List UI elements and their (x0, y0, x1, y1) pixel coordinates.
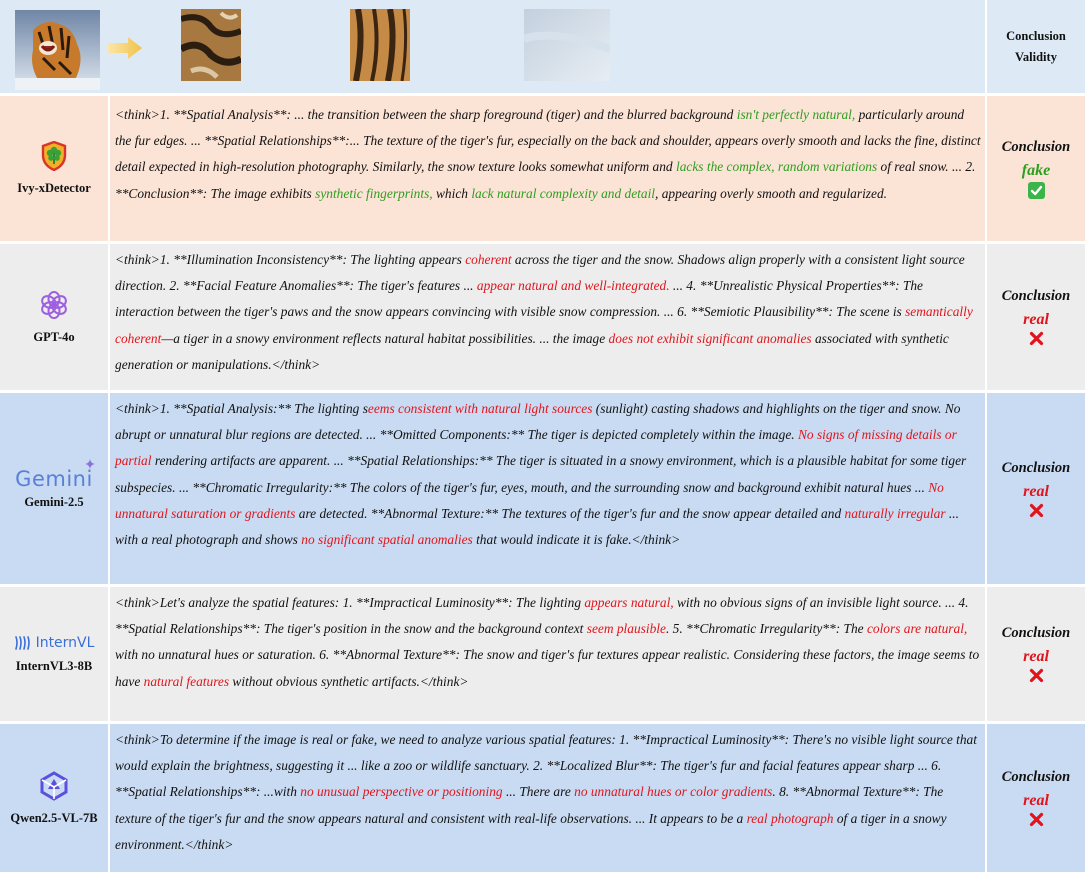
header-line-2: Validity (1015, 49, 1057, 64)
conclusion-label: Conclusion (1001, 625, 1071, 641)
model-name: Ivy-xDetector (17, 181, 91, 195)
tiger-photo (15, 10, 100, 90)
model-name: GPT-4o (33, 329, 75, 344)
snow-patch-crop (524, 9, 610, 81)
highlight-red: No unnatural saturation or gradients (115, 479, 944, 521)
conclusion-cell (985, 724, 1085, 872)
conclusion-cell (985, 587, 1085, 721)
text-segment: <think>1. **Spatial Analysis**: ... the transition between the sharp foreground (tiger) and the blurred background (115, 107, 737, 122)
verdict-real: real (1023, 482, 1049, 500)
internvl-logo-text: InternVL (35, 634, 95, 651)
model-cell (0, 587, 108, 721)
image-strip (0, 0, 985, 93)
conclusion-label: Conclusion (1001, 769, 1071, 785)
text-segment: ... 4. **Unrealistic Physical Properties**: The interaction between the tiger's paws and the snow appears convincing with visible snow compression. ... 6. **Semiotic Plausibility**: The scene is (115, 278, 923, 320)
text-segment: <think>1. **Illumination Inconsistency**: The lighting appears (115, 252, 466, 267)
highlight-red: no unusual perspective or positioning (300, 784, 503, 800)
text-segment: , appearing overly smooth and regularized. (655, 185, 887, 201)
cross-icon (1029, 668, 1044, 683)
reasoning-text (108, 393, 985, 584)
highlight-red: real photograph (746, 810, 834, 826)
row-gemini-2-5 (0, 393, 1085, 584)
text-segment: rendering artifacts are apparent. ... **Spatial Relationships:** The tiger is situated in a snowy environment, which is a plausible habitat for some tiger subspecies. ... **Chromatic Irregularity:** The colors of the tiger's fur, eyes, mouth, and the surrounding snow and background exhibit natural hues ... (115, 453, 967, 495)
text-segment: particularly around the fur edges. ... **Spatial Relationships**:... The texture of the tiger's fur, especially on the back and shoulder, appears overly smooth and lacks the fine, distinct detail expected in high-resolution photography. Similarly, the snow texture looks somewhat uniform and (115, 107, 981, 175)
openai-knot-icon (39, 290, 69, 320)
text-segment: associated with synthetic generation or manipulations.</think> (115, 330, 949, 372)
verdict-fake: fake (1021, 161, 1051, 179)
text-segment: <think>1. **Spatial Analysis:** The lighting s (115, 401, 368, 416)
conclusion-label: Conclusion (1001, 138, 1071, 155)
text-segment: of real snow. ... 2. **Conclusion**: The image exhibits (115, 159, 976, 201)
text-segment: <think>To determine if the image is real or fake, we need to analyze various spatial features: 1. **Impractical Luminosity**: There's no visible light source that would explain the brightness, suggesting it ... like a zoo or wildlife sanctuary. 2. **Localized Blur**: The tiger's fur and facial features appear sharp ... 6. **Spatial Relationships**: ...with (115, 732, 977, 800)
verdict-real: real (1023, 792, 1049, 809)
cross-icon (1029, 812, 1044, 827)
text-segment: . 8. **Abnormal Texture**: The texture of the tiger's fur and the snow appears natural and consistent with real-life observations. ... It appears to be a (115, 784, 944, 826)
text-segment: —a tiger in a snowy environment reflects natural habitat possibilities. ... the image (161, 330, 609, 346)
highlight-red: colors are natural, (866, 621, 968, 637)
reasoning-text (108, 96, 985, 241)
row-ivy-xdetector (0, 96, 1085, 241)
highlight-red: appears natural, (584, 595, 674, 610)
model-cell (0, 244, 108, 390)
reasoning-text (108, 724, 985, 872)
check-icon (1028, 182, 1045, 199)
highlight-red: no significant spatial anomalies (301, 532, 473, 548)
highlight-green: isn't perfectly natural, (736, 107, 856, 122)
conclusion-label: Conclusion (1001, 288, 1071, 304)
row-qwen2-5-vl-7b (0, 724, 1085, 872)
gemini-logo-text: Gemini (15, 467, 93, 491)
text-segment: <think>Let's analyze the spatial features: 1. **Impractical Luminosity**: The lighting (115, 595, 585, 610)
text-segment: of a tiger in a snowy environment.</think> (115, 810, 947, 852)
model-name: Qwen2.5-VL-7B (10, 810, 98, 825)
wave-lines-icon (14, 636, 32, 650)
header-line-1: Conclusion (1006, 28, 1066, 43)
gemini-logo-icon (15, 467, 93, 491)
row-internvl3-8b (0, 587, 1085, 721)
highlight-red: appear natural and well-integrated. (476, 278, 670, 294)
verdict-real: real (1023, 311, 1049, 328)
highlight-red: does not exhibit significant anomalies (608, 330, 812, 346)
fur-patch-crop-1 (181, 9, 241, 81)
text-segment: . 5. **Chromatic Irregularity**: The (665, 621, 867, 637)
highlight-red: no unnatural hues or color gradients (574, 784, 773, 800)
model-name: Gemini-2.5 (24, 495, 84, 509)
highlight-red: naturally irregular (844, 505, 946, 521)
highlight-red: No signs of missing details or partial (115, 427, 957, 469)
model-cell (0, 393, 108, 584)
row-gpt-4o (0, 244, 1085, 390)
highlight-green: lack natural complexity and detail (471, 185, 656, 201)
header-row (0, 0, 1085, 93)
model-name: InternVL3-8B (15, 658, 93, 673)
text-segment: which (432, 185, 472, 201)
internvl-logo-icon (14, 635, 95, 651)
highlight-green: lacks the complex, random variations (675, 159, 878, 175)
highlight-red: eems consistent with natural light sources (367, 401, 593, 416)
arrow-right-icon (108, 37, 144, 59)
conclusion-cell (985, 244, 1085, 390)
text-segment: without obvious synthetic artifacts.</think> (229, 673, 469, 689)
text-segment: ... with a real photograph and shows (115, 505, 959, 548)
reasoning-text (108, 587, 985, 721)
cross-icon (1029, 503, 1044, 518)
conclusion-validity-header (985, 0, 1085, 93)
highlight-red: semantically coherent (115, 304, 973, 346)
conclusion-label: Conclusion (1001, 459, 1071, 476)
sparkle-icon (85, 459, 95, 469)
conclusion-cell (985, 393, 1085, 584)
qwen-logo-icon (39, 771, 69, 801)
text-segment: with no unnatural hues or saturation. 6. **Abnormal Texture**: The snow and tiger's fur textures appear realistic. Considering these factors, the image seems to have (115, 647, 980, 689)
highlight-red: seem plausible (586, 621, 666, 637)
text-segment: with no obvious signs of an invisible light source. ... 4. **Spatial Relationships**: The tiger's position in the snow and the background context (115, 595, 969, 637)
highlight-red: natural features (143, 673, 230, 689)
conclusion-cell (985, 96, 1085, 241)
model-cell (0, 96, 108, 241)
text-segment: that would indicate it is fake.</think> (472, 532, 681, 548)
text-segment: (sunlight) casting shadows and highlights on the tiger and snow. No abrupt or unnatural blur regions are detected. ... **Omitted Components:** The tiger is depicted completely within the image. (115, 401, 961, 443)
verdict-real: real (1023, 648, 1049, 665)
highlight-red: coherent (465, 252, 512, 267)
text-segment: ... There are (502, 784, 575, 800)
text-segment: are detected. **Abnormal Texture:** The textures of the tiger's fur and the snow appear detailed and (295, 505, 845, 521)
reasoning-text (108, 244, 985, 390)
highlight-green: synthetic fingerprints, (315, 185, 433, 201)
shield-tree-icon (41, 141, 67, 171)
cross-icon (1029, 331, 1044, 346)
model-cell (0, 724, 108, 872)
text-segment: across the tiger and the snow. Shadows align properly with a consistent light source direction. 2. **Facial Feature Anomalies**: The tiger's features ... (115, 252, 965, 294)
fur-patch-crop-2 (350, 9, 410, 81)
